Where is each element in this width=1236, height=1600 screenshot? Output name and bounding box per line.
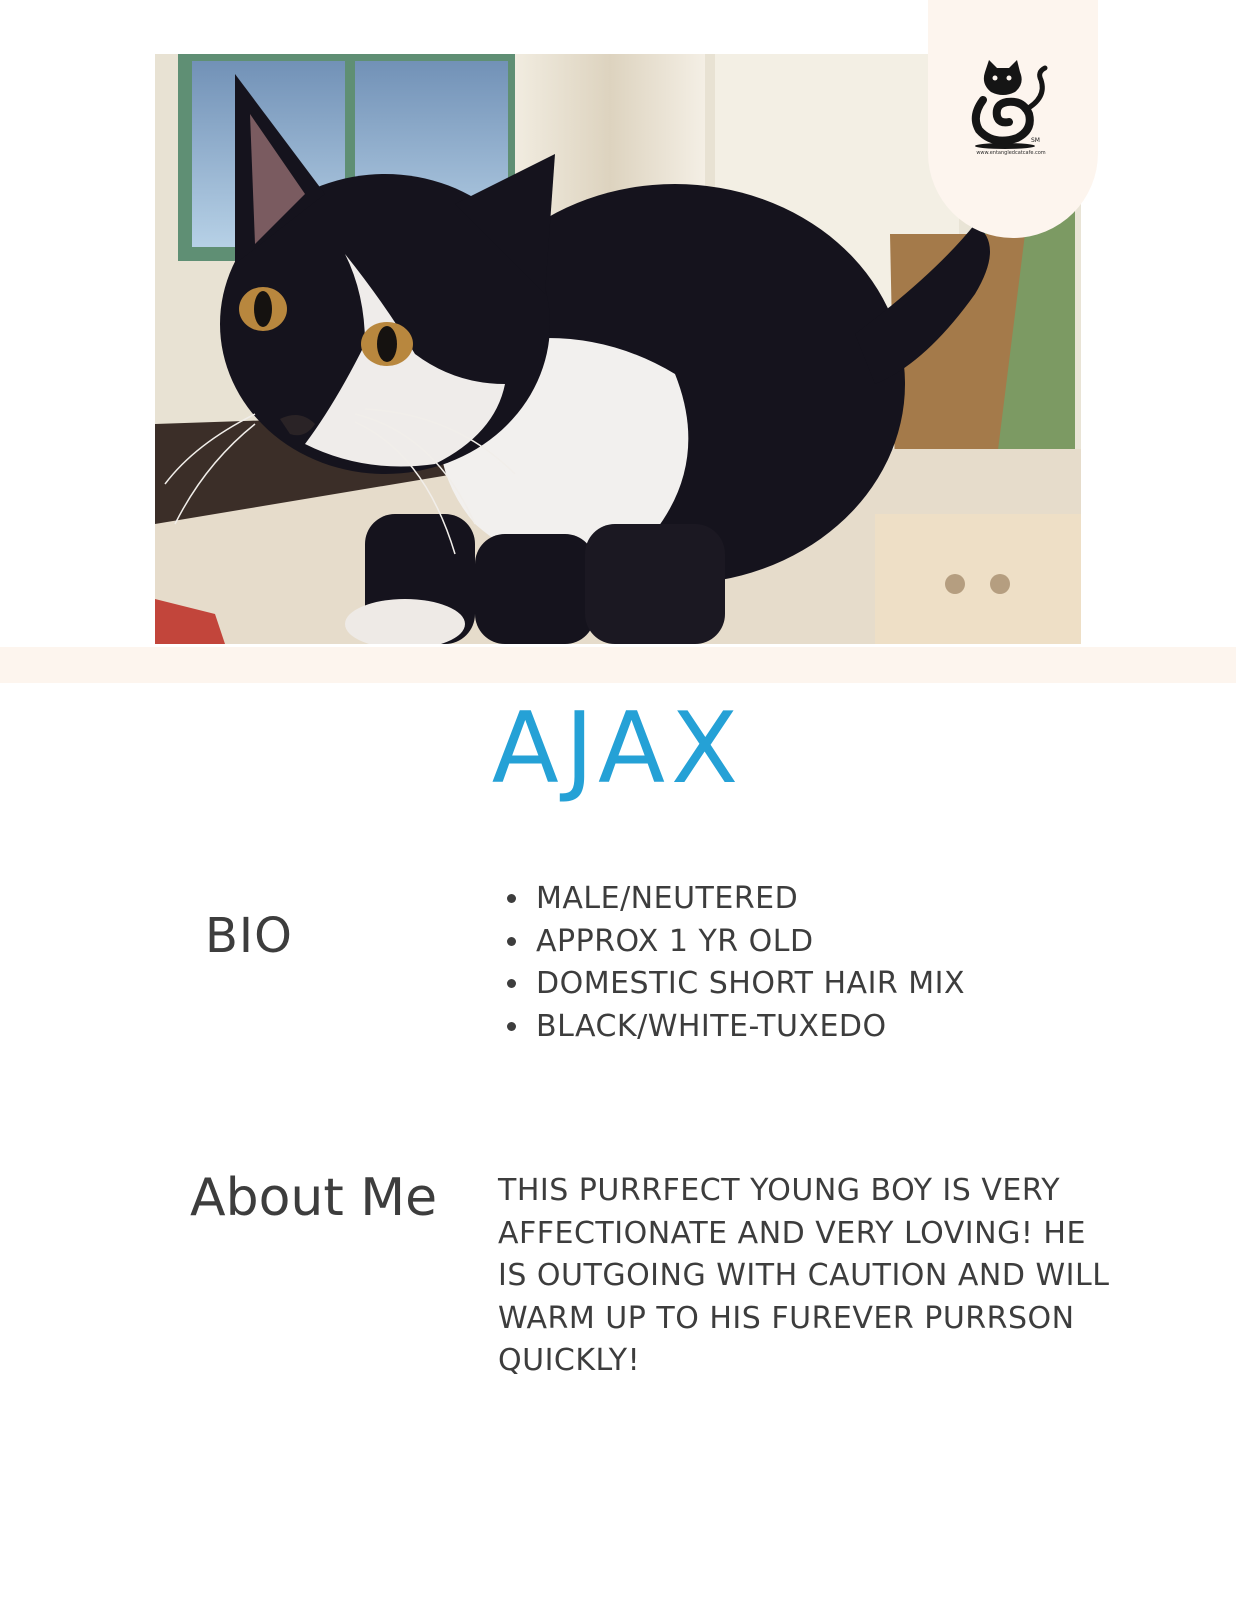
pet-name: AJAX <box>491 692 745 806</box>
bio-item: • BLACK/WHITE-TUXEDO <box>532 1006 965 1049</box>
about-label: About Me <box>190 1168 438 1228</box>
about-text: THIS PURRFECT YOUNG BOY IS VERY AFFECTIONATE AND VERY LOVING! HE IS OUTGOING WITH CAUTION AND WILL WARM UP TO HIS FUREVER PURRSON QUICKLY! <box>498 1173 1110 1378</box>
bio-item: • DOMESTIC SHORT HAIR MIX <box>532 963 965 1006</box>
bio-list <box>500 878 965 1048</box>
cat-cafe-logo-icon <box>963 58 1063 154</box>
logo-mark: SM <box>1031 137 1040 144</box>
bio-label: BIO <box>205 908 293 964</box>
logo-tab <box>928 0 1098 238</box>
bio-item: • APPROX 1 YR OLD <box>532 921 965 964</box>
cream-band <box>0 647 1236 683</box>
logo-url: www.entangledcatcafe.com <box>976 150 1046 156</box>
bio-item: • MALE/NEUTERED <box>532 878 965 921</box>
